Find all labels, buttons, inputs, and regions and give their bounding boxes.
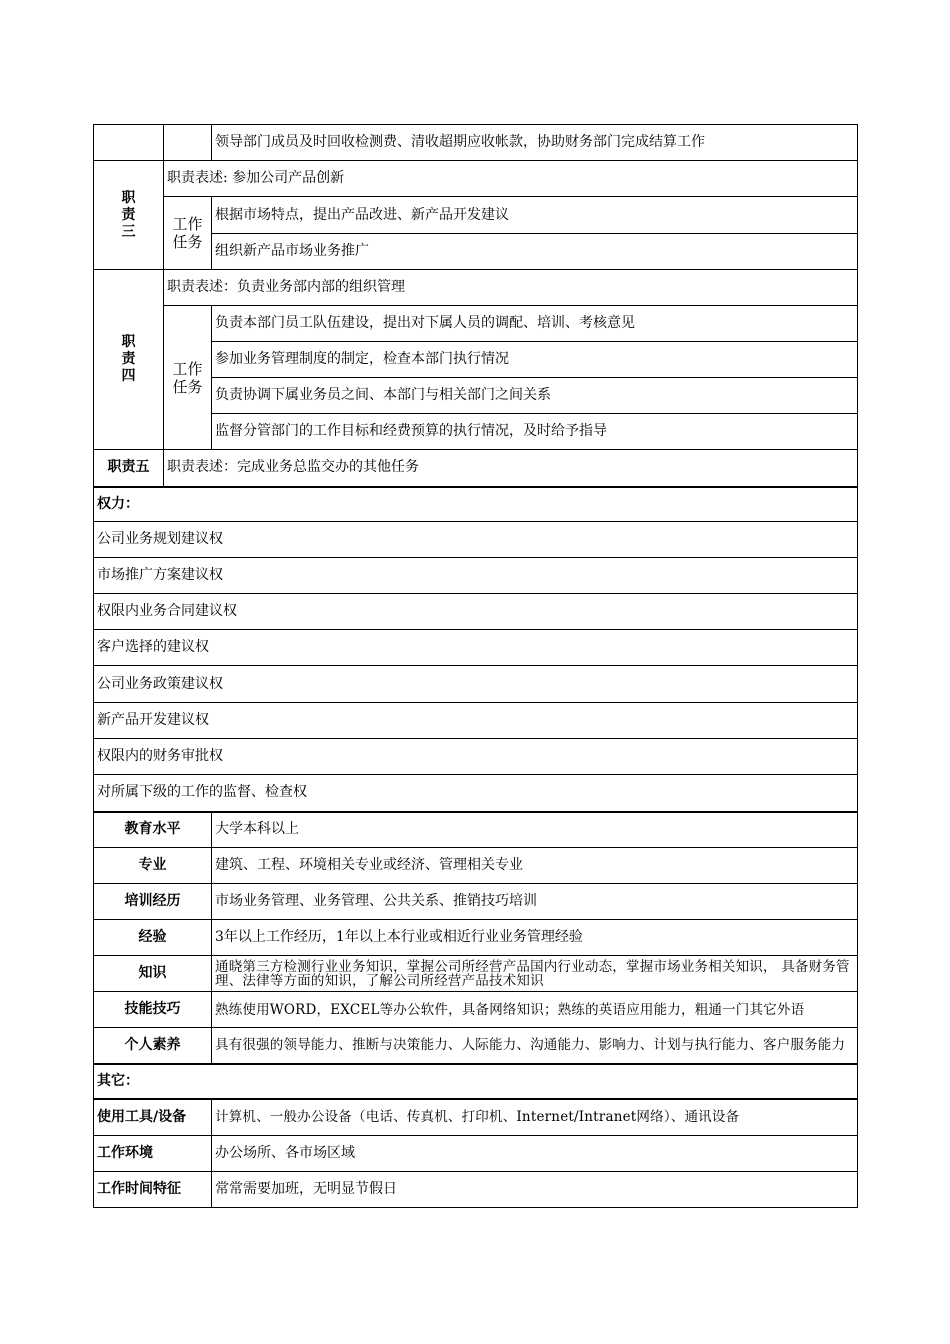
other-row bbox=[94, 1099, 858, 1136]
duty-continuation-row bbox=[94, 125, 858, 161]
other-value: 常常需要加班，无明显节假日 bbox=[212, 1172, 858, 1208]
qualification-row bbox=[94, 992, 858, 1028]
duty3-description: 职责表述: 参加公司产品创新 bbox=[164, 161, 858, 197]
duty3-label: 职 责 三 bbox=[94, 161, 164, 270]
task-item: 领导部门成员及时回收检测费、清收超期应收帐款，协助财务部门完成结算工作 bbox=[212, 125, 858, 161]
duty4-description: 职责表述：负责业务部内部的组织管理 bbox=[164, 270, 858, 306]
duty5-label: 职责五 bbox=[94, 450, 164, 487]
qualification-value: 熟练使用WORD，EXCEL等办公软件，具备网络知识；熟练的英语应用能力，粗通一门其它外语 bbox=[212, 992, 858, 1028]
power-item: 对所属下级的工作的监督、检查权 bbox=[94, 775, 858, 812]
power-item: 权限内业务合同建议权 bbox=[94, 594, 858, 630]
duty5-description: 职责表述：完成业务总监交办的其他任务 bbox=[164, 450, 858, 487]
duty4-desc-row bbox=[94, 270, 858, 306]
task-item: 监督分管部门的工作目标和经费预算的执行情况，及时给予指导 bbox=[212, 414, 858, 450]
power-item: 公司业务政策建议权 bbox=[94, 666, 858, 703]
power-item: 市场推广方案建议权 bbox=[94, 558, 858, 594]
task-item: 参加业务管理制度的制定，检查本部门执行情况 bbox=[212, 342, 858, 378]
qualification-value: 通晓第三方检测行业业务知识，掌握公司所经营产品国内行业动态，掌握市场业务相关知识， 具备财务管理、法律等方面的知识，了解公司所经营产品技术知识 bbox=[212, 956, 858, 992]
power-row bbox=[94, 703, 858, 739]
duty3-task-label: 工作 任务 bbox=[164, 197, 212, 270]
powers-header-row bbox=[94, 487, 858, 522]
job-description-table bbox=[93, 124, 858, 1208]
other-row bbox=[94, 1136, 858, 1172]
task-item: 负责本部门员工队伍建设，提出对下属人员的调配、培训、考核意见 bbox=[212, 306, 858, 342]
qualification-row bbox=[94, 848, 858, 884]
qualification-value: 3年以上工作经历，1年以上本行业或相近行业业务管理经验 bbox=[212, 920, 858, 956]
duty3-desc-row bbox=[94, 161, 858, 197]
other-value: 计算机、一般办公设备（电话、传真机、打印机、Internet/Intranet网络）、通讯设备 bbox=[212, 1099, 858, 1136]
qualification-value: 建筑、工程、环境相关专业或经济、管理相关专业 bbox=[212, 848, 858, 884]
powers-title: 权力： bbox=[94, 487, 858, 522]
qualification-label: 教育水平 bbox=[94, 812, 212, 848]
qualification-value: 市场业务管理、业务管理、公共关系、推销技巧培训 bbox=[212, 884, 858, 920]
qualification-label: 经验 bbox=[94, 920, 212, 956]
duty5-row bbox=[94, 450, 858, 487]
task-item: 根据市场特点，提出产品改进、新产品开发建议 bbox=[212, 197, 858, 234]
power-row bbox=[94, 666, 858, 703]
qualification-row bbox=[94, 812, 858, 848]
task-item: 负责协调下属业务员之间、本部门与相关部门之间关系 bbox=[212, 378, 858, 414]
power-item: 客户选择的建议权 bbox=[94, 630, 858, 666]
qualification-label: 专业 bbox=[94, 848, 212, 884]
power-row bbox=[94, 775, 858, 812]
power-row bbox=[94, 522, 858, 558]
other-row bbox=[94, 1172, 858, 1208]
task-item: 组织新产品市场业务推广 bbox=[212, 234, 858, 270]
qualification-value: 大学本科以上 bbox=[212, 812, 858, 848]
duty3-task-row bbox=[94, 197, 858, 234]
qualification-row bbox=[94, 1028, 858, 1064]
qualification-label: 技能技巧 bbox=[94, 992, 212, 1028]
other-label: 使用工具/设备 bbox=[94, 1099, 212, 1136]
power-row bbox=[94, 739, 858, 775]
other-label: 工作时间特征 bbox=[94, 1172, 212, 1208]
power-row bbox=[94, 630, 858, 666]
qualification-label: 个人素养 bbox=[94, 1028, 212, 1064]
qualification-row bbox=[94, 956, 858, 992]
duty4-task-label: 工作 任务 bbox=[164, 306, 212, 450]
power-row bbox=[94, 558, 858, 594]
other-header-row bbox=[94, 1064, 858, 1099]
other-label: 工作环境 bbox=[94, 1136, 212, 1172]
duty4-label: 职 责 四 bbox=[94, 270, 164, 450]
job-description-sheet bbox=[93, 124, 857, 1208]
qualification-label: 培训经历 bbox=[94, 884, 212, 920]
qualification-row bbox=[94, 884, 858, 920]
duty4-task-row bbox=[94, 306, 858, 342]
other-title: 其它： bbox=[94, 1064, 858, 1099]
qualification-value: 具有很强的领导能力、推断与决策能力、人际能力、沟通能力、影响力、计划与执行能力、客户服务能力 bbox=[212, 1028, 858, 1064]
power-item: 权限内的财务审批权 bbox=[94, 739, 858, 775]
empty-cell bbox=[94, 125, 164, 161]
other-value: 办公场所、各市场区域 bbox=[212, 1136, 858, 1172]
empty-cell bbox=[164, 125, 212, 161]
qualification-row bbox=[94, 920, 858, 956]
qualification-label: 知识 bbox=[94, 956, 212, 992]
power-item: 新产品开发建议权 bbox=[94, 703, 858, 739]
power-row bbox=[94, 594, 858, 630]
power-item: 公司业务规划建议权 bbox=[94, 522, 858, 558]
